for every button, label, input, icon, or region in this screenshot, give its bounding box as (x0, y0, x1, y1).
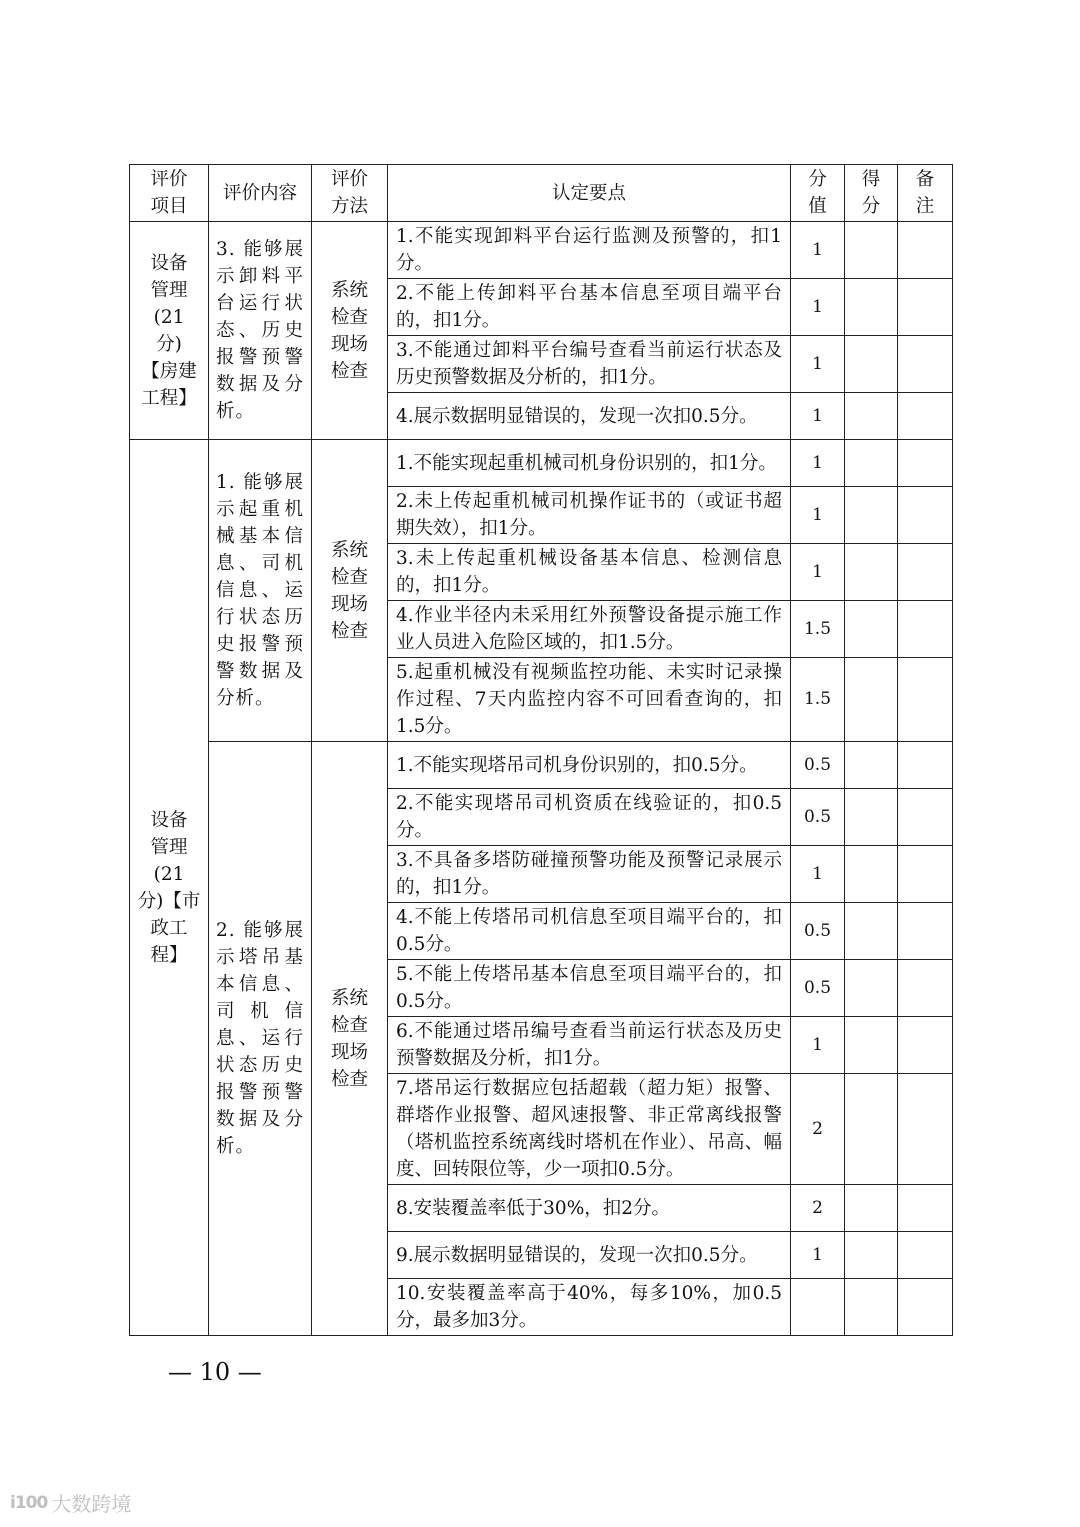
page-number: — 10 — (168, 1358, 262, 1386)
requirement-cell (388, 1074, 791, 1185)
header-method (312, 165, 388, 222)
requirement-text: 4.展示数据明显错误的，发现一次扣0.5分。 (396, 405, 758, 427)
note-cell (898, 789, 953, 846)
header-note (898, 165, 953, 222)
got-cell (845, 393, 898, 440)
requirement-text: 5.起重机械没有视频监控功能、未实时记录操作过程、7天内监控内容不可回看查询的，扣1.5分。 (396, 662, 782, 737)
header-content-text: 评价内容 (222, 182, 297, 204)
score-cell (791, 279, 845, 336)
header-note-text: 备 注 (915, 169, 935, 217)
requirement-cell (388, 601, 791, 658)
section2b-method (312, 742, 388, 1336)
score-text: 1 (812, 239, 823, 260)
requirement-text: 10.安装覆盖率高于40%，每多10%，加0.5分，最多加3分。 (396, 1283, 782, 1331)
got-cell (845, 742, 898, 789)
requirement-cell (388, 336, 791, 393)
note-cell (898, 658, 953, 742)
requirement-text: 6.不能通过塔吊编号查看当前运行状态及历史预警数据及分析，扣1分。 (396, 1021, 782, 1069)
score-text: 0.5 (803, 754, 832, 775)
section2-project-text: 设备 管理 (21 分)【市 政工 程】 (137, 809, 201, 966)
got-cell (845, 1232, 898, 1279)
requirement-cell (388, 1232, 791, 1279)
requirement-text: 2.不能实现塔吊司机资质在线验证的，扣0.5分。 (396, 793, 782, 841)
score-text: 1 (812, 296, 823, 317)
table-row (130, 440, 953, 487)
score-cell (791, 846, 845, 903)
note-cell (898, 742, 953, 789)
section2b-content (209, 742, 312, 1336)
section2a-content-text: 1. 能够展示起重机械基本信息、司机信息、运行状态历史报警预警数据及分析。 (216, 472, 304, 709)
note-cell (898, 1074, 953, 1185)
score-text: 1.5 (803, 689, 832, 709)
note-cell (898, 440, 953, 487)
got-cell (845, 1074, 898, 1185)
requirement-text: 1.不能实现卸料平台运行监测及预警的，扣1分。 (396, 226, 782, 274)
score-text: 0.5 (803, 806, 832, 827)
score-cell (791, 1279, 845, 1336)
note-cell (898, 1185, 953, 1232)
requirement-cell (388, 440, 791, 487)
requirement-cell (388, 279, 791, 336)
section1-project (130, 222, 209, 440)
requirement-text: 8.安装覆盖率低于30%，扣2分。 (396, 1197, 671, 1219)
header-got-text: 得 分 (861, 169, 881, 217)
score-text: 1 (812, 504, 823, 525)
score-text: 1 (812, 353, 823, 374)
got-cell (845, 601, 898, 658)
section2-project (130, 440, 209, 1336)
score-cell (791, 222, 845, 279)
watermark-text: 大数跨境 (51, 1492, 132, 1516)
requirement-cell (388, 487, 791, 544)
score-cell (791, 960, 845, 1017)
requirement-cell (388, 222, 791, 279)
requirement-text: 1.不能实现塔吊司机身份识别的，扣0.5分。 (396, 754, 758, 776)
table-row (130, 222, 953, 279)
score-cell (791, 544, 845, 601)
note-cell (898, 1017, 953, 1074)
requirement-text: 2.未上传起重机械司机操作证书的（或证书超期失效），扣1分。 (396, 491, 782, 539)
requirement-text: 1.不能实现起重机械司机身份识别的，扣1分。 (396, 452, 777, 474)
evaluation-table (129, 164, 953, 1336)
score-cell (791, 903, 845, 960)
got-cell (845, 1279, 898, 1336)
got-cell (845, 544, 898, 601)
requirement-text: 2.不能上传卸料平台基本信息至项目端平台的，扣1分。 (396, 283, 782, 331)
score-text: 0.5 (803, 920, 832, 941)
watermark-logo: i100 (10, 1492, 48, 1513)
requirement-cell (388, 742, 791, 789)
note-cell (898, 601, 953, 658)
requirement-cell (388, 1185, 791, 1232)
requirement-cell (388, 789, 791, 846)
got-cell (845, 903, 898, 960)
requirement-cell (388, 846, 791, 903)
requirement-cell (388, 658, 791, 742)
score-text: 1 (812, 452, 823, 473)
got-cell (845, 336, 898, 393)
score-text: 1 (812, 1244, 823, 1265)
score-text: 1 (812, 863, 823, 884)
score-cell (791, 393, 845, 440)
got-cell (845, 960, 898, 1017)
section2a-method (312, 440, 388, 742)
score-cell (791, 1074, 845, 1185)
note-cell (898, 279, 953, 336)
note-cell (898, 336, 953, 393)
requirement-cell (388, 960, 791, 1017)
requirement-text: 9.展示数据明显错误的，发现一次扣0.5分。 (396, 1244, 758, 1266)
section1-content-text: 3. 能够展示卸料平台运行状态、历史报警预警数据及分析。 (216, 239, 304, 422)
section2a-method-text: 系统 检查 现场 检查 (330, 539, 368, 642)
score-cell (791, 1017, 845, 1074)
requirement-text: 5.不能上传塔吊基本信息至项目端平台的，扣0.5分。 (396, 964, 782, 1012)
score-text: 2 (812, 1118, 823, 1139)
note-cell (898, 393, 953, 440)
header-got (845, 165, 898, 222)
score-cell (791, 1185, 845, 1232)
got-cell (845, 658, 898, 742)
note-cell (898, 1232, 953, 1279)
score-text: 1.5 (803, 618, 832, 639)
score-cell (791, 440, 845, 487)
section2b-method-text: 系统 检查 现场 检查 (330, 987, 368, 1090)
section1-content (209, 222, 312, 440)
got-cell (845, 279, 898, 336)
score-cell (791, 1232, 845, 1279)
requirement-cell (388, 544, 791, 601)
note-cell (898, 222, 953, 279)
got-cell (845, 1185, 898, 1232)
note-cell (898, 1279, 953, 1336)
score-cell (791, 742, 845, 789)
section1-project-text: 设备 管理 (21 分) 【房建 工程】 (141, 252, 197, 409)
requirement-text: 4.作业半径内未采用红外预警设备提示施工作业人员进入危险区域的，扣1.5分。 (396, 605, 782, 653)
requirement-text: 3.不具备多塔防碰撞预警功能及预警记录展示的，扣1分。 (396, 850, 782, 898)
note-cell (898, 960, 953, 1017)
score-cell (791, 487, 845, 544)
requirement-cell (388, 903, 791, 960)
requirement-text: 3.未上传起重机械设备基本信息、检测信息的，扣1分。 (396, 548, 782, 596)
score-cell (791, 336, 845, 393)
table-header-row (130, 165, 953, 222)
header-score (791, 165, 845, 222)
got-cell (845, 1017, 898, 1074)
watermark (10, 1488, 131, 1517)
section2a-content (209, 440, 312, 742)
header-content (209, 165, 312, 222)
requirement-cell (388, 1279, 791, 1336)
got-cell (845, 440, 898, 487)
table-row (130, 742, 953, 789)
requirement-cell (388, 1017, 791, 1074)
score-text: 1 (812, 561, 823, 582)
note-cell (898, 544, 953, 601)
score-text: 1 (812, 1034, 823, 1055)
header-project-text: 评价 项目 (150, 169, 188, 217)
requirement-text: 3.不能通过卸料平台编号查看当前运行状态及历史预警数据及分析的，扣1分。 (396, 340, 782, 388)
header-score-text: 分 值 (808, 169, 827, 217)
requirement-text: 7.塔吊运行数据应包括超载（超力矩）报警、群塔作业报警、超风速报警、非正常离线报警（塔机监控系统离线时塔机在作业）、吊高、幅度、回转限位等，少一项扣0.5分。 (396, 1078, 782, 1180)
header-method-text: 评价 方法 (330, 169, 368, 217)
got-cell (845, 846, 898, 903)
score-text: 2 (812, 1197, 823, 1218)
note-cell (898, 903, 953, 960)
score-cell (791, 658, 845, 742)
section1-method-text: 系统 检查 现场 检查 (330, 279, 368, 382)
got-cell (845, 487, 898, 544)
requirement-text: 4.不能上传塔吊司机信息至项目端平台的，扣0.5分。 (396, 907, 782, 955)
header-requirements (388, 165, 791, 222)
section1-method (312, 222, 388, 440)
got-cell (845, 789, 898, 846)
score-cell (791, 601, 845, 658)
note-cell (898, 846, 953, 903)
note-cell (898, 487, 953, 544)
got-cell (845, 222, 898, 279)
section2b-content-text: 2. 能够展示塔吊基本信息、司机信息、运行状态历史报警预警数据及分析。 (216, 920, 304, 1157)
header-requirements-text: 认定要点 (551, 182, 626, 204)
score-text: 1 (812, 405, 823, 426)
requirement-cell (388, 393, 791, 440)
score-cell (791, 789, 845, 846)
header-project (130, 165, 209, 222)
score-text: 0.5 (803, 977, 832, 998)
